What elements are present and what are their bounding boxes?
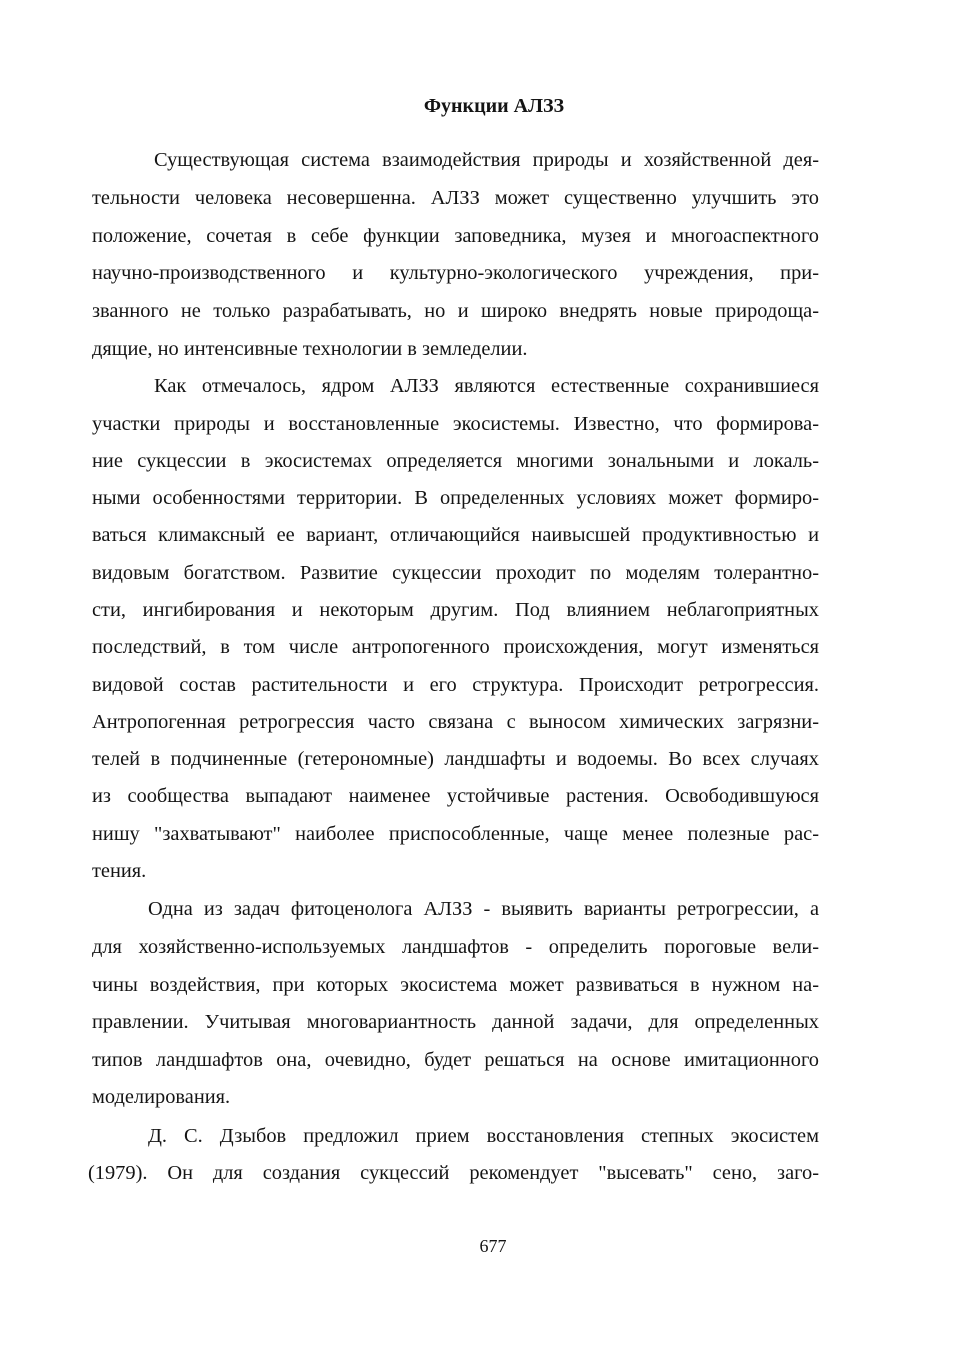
page-title: Функции АЛЗЗ <box>423 95 565 117</box>
text-line: моделирования. <box>92 1086 231 1108</box>
page-number: 677 <box>479 1236 507 1256</box>
text-line: видовой состав растительности и его структура. Происходит ретрогрессия. <box>92 674 819 696</box>
text-line: положение, сочетая в себе функции заповедника, музея и многоаспектного <box>92 225 819 247</box>
text-line: тельности человека несовершенна. АЛЗЗ может существенно улучшить это <box>92 187 819 209</box>
text-line: для хозяйственно-используемых ландшафтов - определить пороговые вели- <box>92 936 819 958</box>
text-line: ными особенностями территории. В определенных условиях может формиро- <box>92 487 819 509</box>
text-line: телей в подчиненные (гетерономные) ландшафты и водоемы. Во всех случаях <box>92 748 819 770</box>
text-line: нишу "захватывают" наиболее приспособленные, чаще менее полезные рас- <box>92 823 819 845</box>
text-line: видовым богатством. Развитие сукцессии проходит по моделям толерантно- <box>92 562 819 584</box>
text-line: научно-производственного и культурно-экологического учреждения, при- <box>92 262 819 284</box>
text-line: (1979). Он для создания сукцессий рекомендует "высевать" сено, заго- <box>88 1162 819 1184</box>
text-line: званного не только разрабатывать, но и широко внедрять новые природоща- <box>92 300 819 322</box>
text-line: Д. С. Дзыбов предложил прием восстановления степных экосистем <box>148 1125 819 1147</box>
text-line: Как отмечалось, ядром АЛЗЗ являются естественные сохранившиеся <box>154 375 819 397</box>
text-line: сти, ингибирования и некоторым другим. Под влиянием неблагоприятных <box>92 599 819 621</box>
text-line: типов ландшафтов она, очевидно, будет решаться на основе имитационного <box>92 1049 819 1071</box>
text-line: Антропогенная ретрогрессия часто связана с выносом химических загрязни- <box>92 711 819 733</box>
text-line: тения. <box>92 860 147 882</box>
text-line: участки природы и восстановленные экосистемы. Известно, что формирова- <box>92 413 819 435</box>
text-line: ваться климаксный ее вариант, отличающийся наивысшей продуктивностью и <box>92 524 819 546</box>
text-line: Существующая система взаимодействия природы и хозяйственной дея- <box>154 149 819 171</box>
text-line: чины воздействия, при которых экосистема может развиваться в нужном на- <box>92 974 819 996</box>
text-line: последствий, в том числе антропогенного происхождения, могут изменяться <box>92 636 819 658</box>
text-line: ние сукцессии в экосистемах определяется многими зональными и локаль- <box>92 450 819 472</box>
text-line: правлении. Учитывая многовариантность данной задачи, для определенных <box>92 1011 819 1033</box>
text-line: дящие, но интенсивные технологии в земледелии. <box>92 338 528 360</box>
text-line: Одна из задач фитоценолога АЛЗЗ - выявить варианты ретрогрессии, а <box>148 898 819 920</box>
text-line: из сообщества выпадают наименее устойчивые растения. Освободившуюся <box>92 785 819 807</box>
